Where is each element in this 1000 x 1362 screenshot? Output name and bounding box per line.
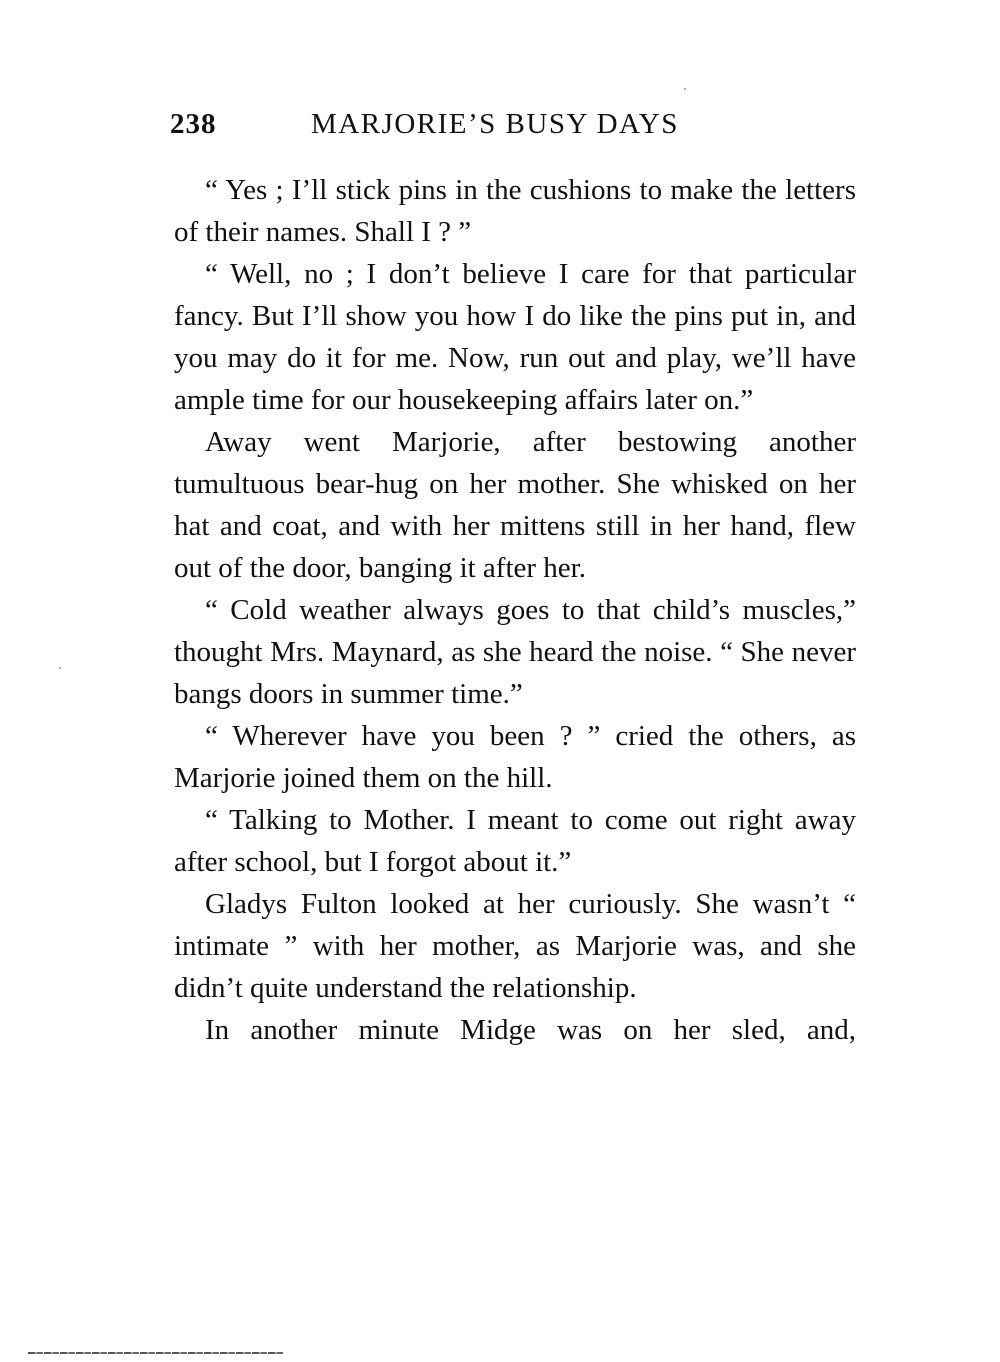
- scan-edge-mark: [28, 1352, 283, 1354]
- running-head: [170, 108, 860, 152]
- paragraph: “ Well, no ; I don’t believe I care for that particular fancy. But I’ll show you how I do like the pins put in, and you may do it for me. Now, run out and play, we’ll have ample time for our housekeeping affairs later on.”: [174, 258, 856, 416]
- paragraph-continued: In another minute Midge was on her sled, and,: [205, 1014, 856, 1046]
- paragraph: “ Cold weather always goes to that child’s muscles,” thought Mrs. Maynard, as she heard the noise. “ She never bangs doors in summer time.”: [174, 594, 856, 710]
- paragraph: “ Wherever have you been ? ” cried the others, as Marjorie joined them on the hill.: [174, 720, 856, 794]
- running-title: MARJORIE’S BUSY DAYS: [311, 108, 679, 140]
- scan-speck: [59, 667, 61, 669]
- page-number: 238: [170, 108, 217, 140]
- body-text: [174, 169, 856, 1051]
- scan-speck: [684, 88, 686, 90]
- paragraph: Away went Marjorie, after bestowing another tumultuous bear-hug on her mother. She whisked on her hat and coat, and with her mittens still in her hand, flew out of the door, banging it after her.: [174, 426, 856, 584]
- paragraph: “ Talking to Mother. I meant to come out right away after school, but I forgot about it.”: [174, 804, 856, 878]
- paragraph: “ Yes ; I’ll stick pins in the cushions to make the letters of their names. Shall I ? ”: [174, 174, 856, 248]
- paragraph: Gladys Fulton looked at her curiously. She wasn’t “ intimate ” with her mother, as Marjorie was, and she didn’t quite understand the relationship.: [174, 888, 856, 1004]
